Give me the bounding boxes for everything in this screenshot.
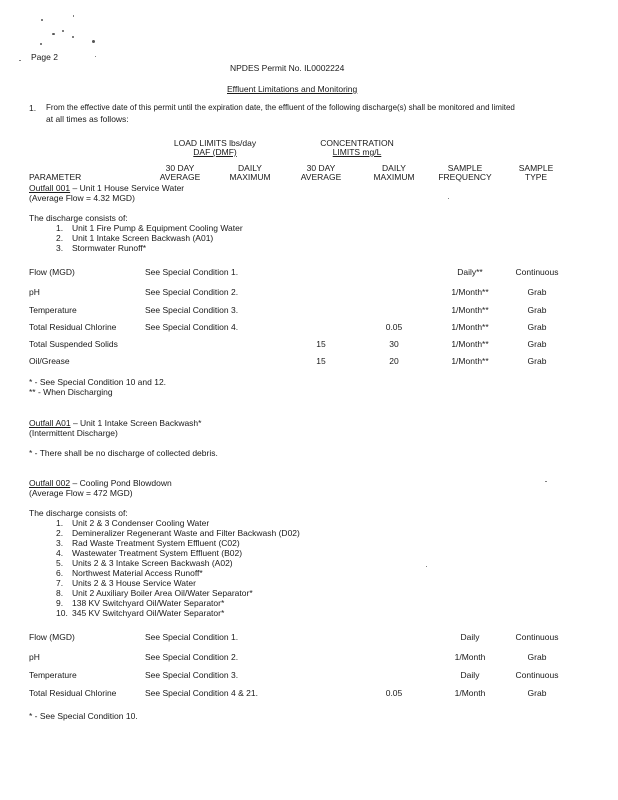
cell-special: See Special Condition 2. <box>145 652 239 662</box>
limits-mgl-heading: LIMITS mg/L <box>332 147 382 157</box>
intro-number: 1. <box>29 103 37 113</box>
cell-type: Continuous <box>515 670 559 680</box>
list-item <box>56 528 300 538</box>
cell-parameter: Total Residual Chlorine <box>29 322 117 332</box>
scan-speck <box>73 15 74 17</box>
scan-speck <box>72 36 74 38</box>
scan-speck <box>92 40 95 43</box>
cell-special: See Special Condition 1. <box>145 632 239 642</box>
list-item <box>56 598 224 608</box>
list-item <box>56 568 203 578</box>
item-text: Units 2 & 3 Intake Screen Backwash (A02) <box>72 558 233 568</box>
table-row <box>0 339 618 351</box>
cell-frequency: Daily <box>460 632 480 642</box>
cell-avg: 15 <box>316 356 326 366</box>
outfall-002-consists: The discharge consists of: <box>29 508 128 518</box>
cell-type: Grab <box>527 305 547 315</box>
cell-frequency: 1/Month** <box>451 339 489 349</box>
table-row <box>0 632 618 644</box>
cell-parameter: Flow (MGD) <box>29 632 75 642</box>
cell-parameter: pH <box>29 287 40 297</box>
outfall-a01-title <box>29 418 201 428</box>
item-text: Units 2 & 3 House Service Water <box>72 578 196 588</box>
cell-avg: 15 <box>316 339 326 349</box>
list-item <box>56 608 224 618</box>
cell-type: Grab <box>527 339 547 349</box>
outfall-001-note-1: * - See Special Condition 10 and 12. <box>29 377 167 387</box>
table-row <box>0 688 618 700</box>
outfall-a01-title-rest: – Unit 1 Intake Screen Backwash* <box>70 418 202 428</box>
item-text: Wastewater Treatment System Effluent (B02) <box>72 548 243 558</box>
item-number: 4. <box>56 548 64 558</box>
cell-type: Grab <box>527 356 547 366</box>
item-number: 8. <box>56 588 64 598</box>
item-number: 3. <box>56 243 64 253</box>
cell-special: See Special Condition 1. <box>145 267 239 277</box>
outfall-a01-label: Outfall A01 <box>29 418 71 428</box>
load-max-heading-2: MAXIMUM <box>229 172 271 182</box>
cell-type: Grab <box>527 287 547 297</box>
scan-speck <box>426 566 427 567</box>
load-max-heading: DAILY <box>238 163 262 173</box>
cell-parameter: Temperature <box>29 305 77 315</box>
section-title: Effluent Limitations and Monitoring <box>227 84 358 94</box>
cell-max: 0.05 <box>385 688 403 698</box>
cell-type: Continuous <box>515 632 559 642</box>
item-text: Rad Waste Treatment System Effluent (C02) <box>72 538 240 548</box>
daf-heading: DAF (DMF) <box>193 147 237 157</box>
outfall-002-flow: (Average Flow = 472 MGD) <box>29 488 133 498</box>
cell-parameter: pH <box>29 652 40 662</box>
cell-frequency: 1/Month <box>454 688 486 698</box>
item-text: Demineralizer Regenerant Waste and Filter Backwash (D02) <box>72 528 300 538</box>
cell-frequency: Daily** <box>457 267 483 277</box>
cell-type: Continuous <box>515 267 559 277</box>
scan-speck <box>19 60 21 61</box>
conc-avg-heading-2: AVERAGE <box>300 172 342 182</box>
scan-speck <box>95 56 96 57</box>
cell-parameter: Flow (MGD) <box>29 267 75 277</box>
cell-special: See Special Condition 4 & 21. <box>145 688 258 698</box>
item-text: Stormwater Runoff* <box>72 243 147 253</box>
page-label: Page 2 <box>31 52 58 62</box>
cell-special: See Special Condition 3. <box>145 305 239 315</box>
load-limits-heading: LOAD LIMITS lbs/day <box>173 138 257 148</box>
cell-parameter: Oil/Grease <box>29 356 70 366</box>
table-row <box>0 287 618 299</box>
item-text: Northwest Material Access Runoff* <box>72 568 203 578</box>
cell-parameter: Total Suspended Solids <box>29 339 118 349</box>
list-item <box>56 233 213 243</box>
outfall-a01-note: * - There shall be no discharge of collected debris. <box>29 448 218 458</box>
outfall-a01-sub: (Intermittent Discharge) <box>29 428 118 438</box>
cell-frequency: 1/Month** <box>451 356 489 366</box>
conc-max-heading: DAILY <box>382 163 406 173</box>
scan-speck <box>62 30 64 32</box>
item-text: 345 KV Switchyard Oil/Water Separator* <box>72 608 225 618</box>
cell-frequency: 1/Month** <box>451 287 489 297</box>
table-row <box>0 670 618 682</box>
concentration-heading: CONCENTRATION <box>320 138 394 148</box>
permit-number: NPDES Permit No. IL0002224 <box>230 63 345 73</box>
cell-frequency: 1/Month** <box>451 305 489 315</box>
outfall-001-flow: (Average Flow = 4.32 MGD) <box>29 193 135 203</box>
cell-max: 30 <box>389 339 399 349</box>
type-heading-2: TYPE <box>524 172 548 182</box>
load-avg-heading: 30 DAY <box>165 163 195 173</box>
table-row <box>0 267 618 279</box>
conc-avg-heading: 30 DAY <box>306 163 336 173</box>
list-item <box>56 578 196 588</box>
scan-speck <box>545 481 547 482</box>
item-number: 10. <box>56 608 68 618</box>
table-row <box>0 356 618 368</box>
outfall-001-title <box>29 183 184 193</box>
outfall-002-note: * - See Special Condition 10. <box>29 711 138 721</box>
list-item <box>56 518 209 528</box>
list-item <box>56 223 243 233</box>
cell-special: See Special Condition 3. <box>145 670 239 680</box>
item-text: Unit 1 Fire Pump & Equipment Cooling Water <box>72 223 243 233</box>
item-number: 2. <box>56 528 64 538</box>
frequency-heading-2: FREQUENCY <box>438 172 492 182</box>
item-number: 2. <box>56 233 64 243</box>
cell-frequency: 1/Month** <box>451 322 489 332</box>
type-heading: SAMPLE <box>518 163 554 173</box>
cell-type: Grab <box>527 652 547 662</box>
table-row <box>0 652 618 664</box>
cell-max: 20 <box>389 356 399 366</box>
cell-parameter: Total Residual Chlorine <box>29 688 117 698</box>
frequency-heading: SAMPLE <box>447 163 483 173</box>
list-item <box>56 243 146 253</box>
item-number: 1. <box>56 223 64 233</box>
table-row <box>0 305 618 317</box>
outfall-002-label: Outfall 002 <box>29 478 71 488</box>
cell-parameter: Temperature <box>29 670 77 680</box>
list-item <box>56 538 240 548</box>
item-text: 138 KV Switchyard Oil/Water Separator* <box>72 598 225 608</box>
item-number: 7. <box>56 578 64 588</box>
scan-speck <box>448 198 449 199</box>
cell-frequency: Daily <box>460 670 480 680</box>
cell-special: See Special Condition 4. <box>145 322 239 332</box>
item-number: 3. <box>56 538 64 548</box>
cell-type: Grab <box>527 322 547 332</box>
outfall-001-note-2: ** - When Discharging <box>29 387 113 397</box>
table-row <box>0 322 618 334</box>
list-item <box>56 548 242 558</box>
cell-special: See Special Condition 2. <box>145 287 239 297</box>
list-item <box>56 558 233 568</box>
item-text: Unit 2 & 3 Condenser Cooling Water <box>72 518 210 528</box>
outfall-001-consists: The discharge consists of: <box>29 213 128 223</box>
list-item <box>56 588 253 598</box>
outfall-002-title-rest: – Cooling Pond Blowdown <box>70 478 172 488</box>
item-number: 9. <box>56 598 64 608</box>
item-number: 5. <box>56 558 64 568</box>
scan-speck <box>40 43 42 45</box>
cell-max: 0.05 <box>385 322 403 332</box>
scan-speck <box>41 19 43 21</box>
outfall-001-label: Outfall 001 <box>29 183 71 193</box>
cell-type: Grab <box>527 688 547 698</box>
outfall-002-title <box>29 478 172 488</box>
item-text: Unit 1 Intake Screen Backwash (A01) <box>72 233 214 243</box>
outfall-001-title-rest: – Unit 1 House Service Water <box>70 183 185 193</box>
load-avg-heading-2: AVERAGE <box>159 172 201 182</box>
item-number: 1. <box>56 518 64 528</box>
intro-line2: at all times as follows: <box>46 114 129 124</box>
scan-speck <box>52 33 55 35</box>
intro-line1: From the effective date of this permit until the expiration date, the effluent of the following discharge(s) shall be monitored and limited <box>46 103 515 112</box>
conc-max-heading-2: MAXIMUM <box>373 172 415 182</box>
item-text: Unit 2 Auxiliary Boiler Area Oil/Water Separator* <box>72 588 253 598</box>
parameter-heading: PARAMETER <box>29 172 82 182</box>
cell-frequency: 1/Month <box>454 652 486 662</box>
item-number: 6. <box>56 568 64 578</box>
